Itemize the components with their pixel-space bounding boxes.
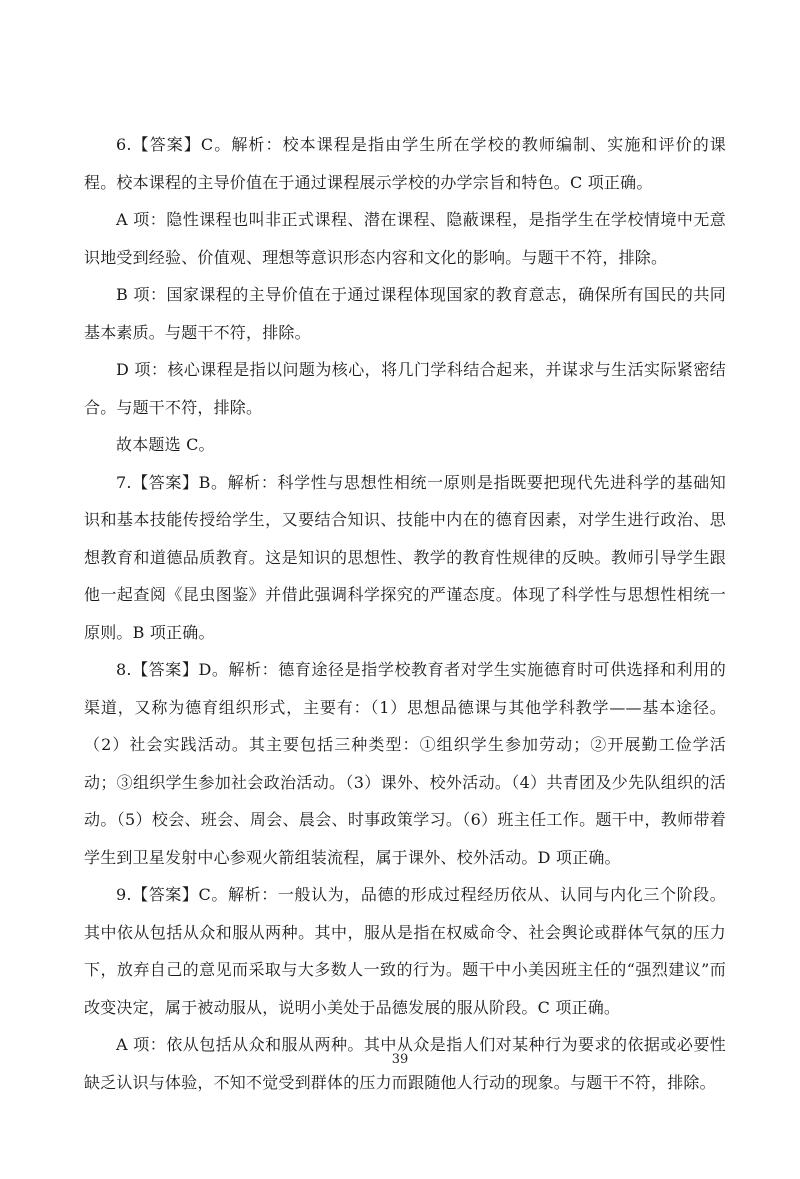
- paragraph-q6-option-a: A 项：隐性课程也叫非正式课程、潜在课程、隐蔽课程，是指学生在学校情境中无意识地受到经验、价值观、理想等意识形态内容和文化的影响。与题干不符，排除。: [84, 210, 726, 267]
- paragraph-q9-option-a: A 项：依从包括从众和服从两种。其中从众是指人们对某种行为要求的依据或必要性缺乏认识与体验，不知不觉受到群体的压力而跟随他人行动的现象。与题干不符，排除。: [84, 1035, 726, 1092]
- paragraph-q6-conclusion: 故本题选 C。: [116, 435, 215, 454]
- paragraph-q7-answer: 7.【答案】B。解析：科学性与思想性相统一原则是指既要把现代先进科学的基础知识和基本技能传授给学生，又要结合知识、技能中内在的德育因素，对学生进行政治、思想教育和道德品质教育。这是知识的思想性、教学的教育性规律的反映。教师引导学生跟他一起查阅《昆虫图鉴》并借此强调科学探究的严谨态度。体现了科学性与思想性相统一原则。B 项正确。: [84, 472, 726, 642]
- paragraph-q6-option-d: D 项：核心课程是指以问题为核心，将几门学科结合起来，并谋求与生活实际紧密结合。与题干不符，排除。: [84, 360, 726, 417]
- answer-explanations: [84, 126, 726, 1101]
- paragraph-q6-answer: 6.【答案】C。解析：校本课程是指由学生所在学校的教师编制、实施和评价的课程。校本课程的主导价值在于通过课程展示学校的办学宗旨和特色。C 项正确。: [84, 135, 726, 192]
- paragraph-q6-option-b: B 项：国家课程的主导价值在于通过课程体现国家的教育意志，确保所有国民的共同基本素质。与题干不符，排除。: [84, 285, 726, 342]
- paragraph-q8-answer: 8.【答案】D。解析：德育途径是指学校教育者对学生实施德育时可供选择和利用的渠道，又称为德育组织形式，主要有：（1）思想品德课与其他学科教学——基本途径。（2）社会实践活动。其主要包括三种类型：①组织学生参加劳动；②开展勤工俭学活动；③组织学生参加社会政治活动。（3）课外、校外活动。（4）共青团及少先队组织的活动。（5）校会、班会、周会、晨会、时事政策学习。（6）班主任工作。题干中，教师带着学生到卫星发射中心参观火箭组装流程，属于课外、校外活动。D 项正确。: [84, 660, 726, 867]
- paragraph-q9-answer: 9.【答案】C。解析：一般认为，品德的形成过程经历依从、认同与内化三个阶段。其中依从包括从众和服从两种。其中，服从是指在权威命令、社会舆论或群体气氛的压力下，放弃自己的意见而采取与大多数人一致的行为。题干中小美因班主任的“强烈建议”而改变决定，属于被动服从，说明小美处于品德发展的服从阶段。C 项正确。: [84, 885, 726, 1017]
- page-number: 39: [391, 1052, 409, 1067]
